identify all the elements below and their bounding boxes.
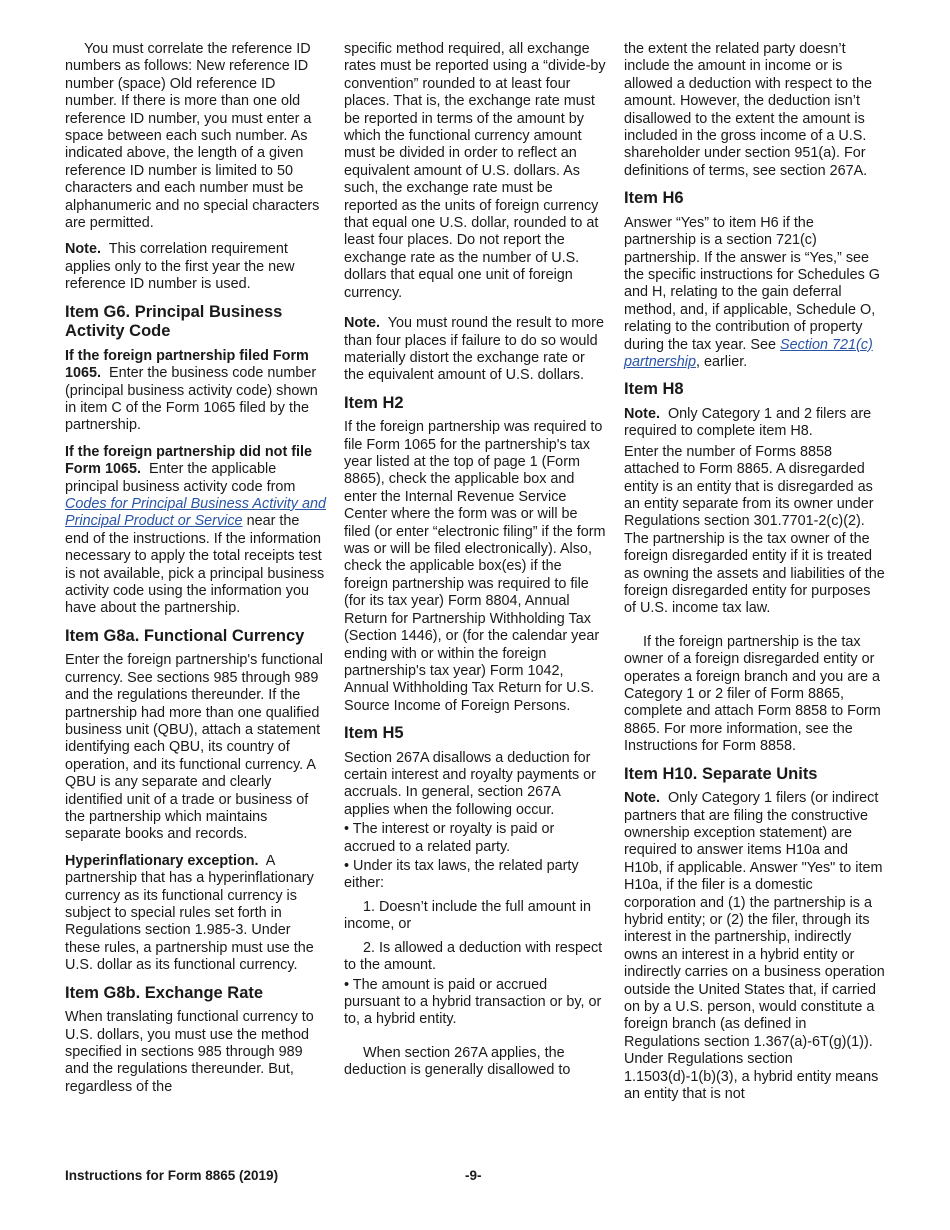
heading-item-h8: Item H8 — [624, 380, 684, 399]
bullet-icon: • — [344, 858, 350, 875]
section-721c-link[interactable]: Section 721(c) partnership — [624, 336, 873, 370]
paragraph: specific method required, all exchange rates must be reported using a “divide-by convention” rounded to at least four places. That is, the exchange rate must be reported in terms of the amount by which the functional currency amount must be divided in order to reflect an equivalent amount of U.S. dollars. As such, the exchange rate must be reported as the units of foreign currency that equal one U.S. dollar, rounded to at least four places. Do not report the exchange rate as the number of U.S. dollars that equal one unit of foreign currency. — [344, 41, 606, 301]
paragraph: Enter the foreign partnership's functional currency. See sections 985 through 989 and the regulations thereunder. If the partnership had more than one qualified business unit (QBU), attach a statement identifying each QBU, its country of operation, and its functional currency. A QBU is any separate and clearly identified unit of a trade or business of the partnership which maintains separate books and records. — [65, 652, 323, 843]
paragraph: Enter the number of Forms 8858 attached to Form 8865. A disregarded entity is an entity that is disregarded as an entity separate from its owner under Regulations section 301.7701-2(c)(2). The partnership is the tax owner of the foreign disregarded entity if it is treated as owning the assets and liabilities of the foreign disregarded entity for purposes of U.S. income tax law. — [624, 443, 885, 617]
footer-form-title: Instructions for Form 8865 (2019) — [65, 1168, 279, 1183]
note-label: Note. — [624, 405, 660, 422]
note-paragraph — [624, 406, 886, 441]
paragraph — [65, 444, 327, 618]
text: Enter the applicable principal business activity code from — [65, 461, 296, 495]
run-in-heading: If the foreign partnership filed Form 1065. — [65, 347, 309, 382]
text: Answer “Yes” to item H6 if the partnership is a section 721(c) partnership. If the answer is “Yes,” see the specific instructions for Schedules G and H, relating to the gain deferral method, and, if applicable, Schedule O, relating to the contribution of property during the tax year. See — [624, 214, 880, 353]
bullet-item — [344, 858, 606, 893]
heading-item-h2: Item H2 — [344, 393, 404, 412]
run-in-heading: If the foreign partnership did not file Form 1065. — [65, 443, 313, 478]
paragraph — [65, 348, 327, 435]
heading-item-h5: Item H5 — [344, 724, 404, 743]
text: The interest or royalty is paid or accrued to a related party. — [344, 821, 555, 855]
note-text: You must round the result to more than four places if failure to do so would materially distort the exchange rate or the equivalent amount of U.S. dollars. — [344, 315, 604, 384]
note-paragraph — [624, 790, 886, 1103]
text: Enter the business code number (principal business activity code) shown in item C of the Form 1065 filed by the partnership. — [65, 365, 318, 434]
paragraph: When translating functional currency to U.S. dollars, you must use the method specified in sections 985 through 989 and the regulations thereunder. But, regardless of the — [65, 1009, 314, 1095]
numbered-item: 2. Is allowed a deduction with respect to the amount. — [344, 939, 603, 974]
note-label: Note. — [624, 790, 660, 807]
note-paragraph — [344, 315, 606, 385]
column-3 — [624, 41, 886, 1112]
heading-item-g8b: Item G8b. Exchange Rate — [65, 983, 264, 1002]
text: , earlier. — [696, 354, 748, 370]
bullet-icon: • — [344, 976, 350, 993]
column-1 — [65, 41, 327, 1105]
column-2 — [344, 41, 606, 1089]
note-text: Only Category 1 filers (or indirect partners that are filing the constructive ownership exception statement) are required to answer items H10a and H10b, if applicable. Answer "Yes" to item H10a, if the filer is a domestic corporation and (1) the partnership is a hybrid entity; or (2) the filer, through its interest in the partnership, indirectly owns an interest in a hybrid entity or indirectly carries on a business operation outside the United States that, if carried on by a U.S. person, would constitute a foreign branch (as defined in Regulations section 1.367(a)-6T(g)(1)). Under Regulations section 1.1503(d)-1(b)(3), a hybrid entity means an entity that is not — [624, 790, 885, 1103]
heading-item-g6: Item G6. Principal Business Activity Code — [65, 302, 283, 341]
note-text: This correlation requirement applies only to the first year the new reference ID number is used. — [65, 241, 295, 293]
codes-link[interactable]: Codes for Principal Business Activity and Principal Product or Service — [65, 495, 327, 530]
text: A partnership that has a hyperinflationary currency as its functional currency is subject to special rules set forth in Regulations section 1.985-3. Under these rules, a partnership must use the U.S. dollar as its functional currency. — [65, 852, 314, 974]
paragraph: When section 267A applies, the deduction is generally disallowed to — [344, 1044, 571, 1079]
note-label: Note. — [65, 241, 101, 258]
note-text: Only Category 1 and 2 filers are required to complete item H8. — [624, 405, 872, 440]
note-paragraph — [65, 241, 327, 293]
page-number: -9- — [465, 1168, 482, 1183]
text: near the end of the instructions. If the information necessary to apply the total receipts test is not available, pick a principal business activity code using the information you have about the partnership. — [65, 513, 325, 617]
heading-item-h10: Item H10. Separate Units — [624, 764, 818, 783]
bullet-item — [344, 977, 606, 1029]
run-in-heading: Hyperinflationary exception. — [65, 852, 259, 869]
paragraph — [624, 215, 886, 372]
note-label: Note. — [344, 315, 380, 332]
paragraph: the extent the related party doesn’t include the amount in income or is allowed a deduction with respect to the amount. However, the deduction isn’t disallowed to the extent the amount is included in the gross income of a U.S. shareholder under section 951(a). For definitions of terms, see section 267A. — [624, 41, 872, 179]
paragraph: If the foreign partnership was required to file Form 1065 for the partnership's tax year listed at the top of page 1 (Form 8865), check the applicable box and enter the Internal Revenue Service Center where the form was or will be filed (or enter “electronic filing” if the form was or will be filed electronically). Also, check the applicable box(es) if the foreign partnership was required to file (for its tax year) Form 8804, Annual Return for Partnership Withholding Tax (Section 1446), or (for the calendar year ending with or within the foreign partnership's tax year) Form 1042, Annual Withholding Tax Return for U.S. Source Income of Foreign Persons. — [344, 419, 606, 714]
paragraph — [65, 853, 327, 975]
numbered-item: 1. Doesn’t include the full amount in income, or — [344, 898, 591, 933]
bullet-item — [344, 821, 606, 856]
heading-item-h6: Item H6 — [624, 189, 684, 208]
paragraph: Section 267A disallows a deduction for certain interest and royalty payments or accruals. In general, section 267A applies when the following occur. — [344, 749, 596, 818]
text: The amount is paid or accrued pursuant to a hybrid transaction or by, or to, a hybrid entity. — [344, 976, 602, 1028]
paragraph: You must correlate the reference ID numbers as follows: New reference ID number (space) Old reference ID number. If there is more than one old reference ID number, you must enter a space between each such number. As indicated above, the length of a given reference ID number is limited to 50 characters and each number must be alphanumeric and no special characters are permitted. — [65, 41, 320, 232]
text: Under its tax laws, the related party either: — [344, 858, 579, 892]
bullet-icon: • — [344, 821, 350, 838]
heading-item-g8a: Item G8a. Functional Currency — [65, 626, 305, 645]
paragraph: If the foreign partnership is the tax owner of a foreign disregarded entity or operates a foreign branch and you are a Category 1 or 2 filer of Form 8865, complete and attach Form 8858 to Form 8865. For more information, see the Instructions for Form 8858. — [624, 633, 881, 755]
